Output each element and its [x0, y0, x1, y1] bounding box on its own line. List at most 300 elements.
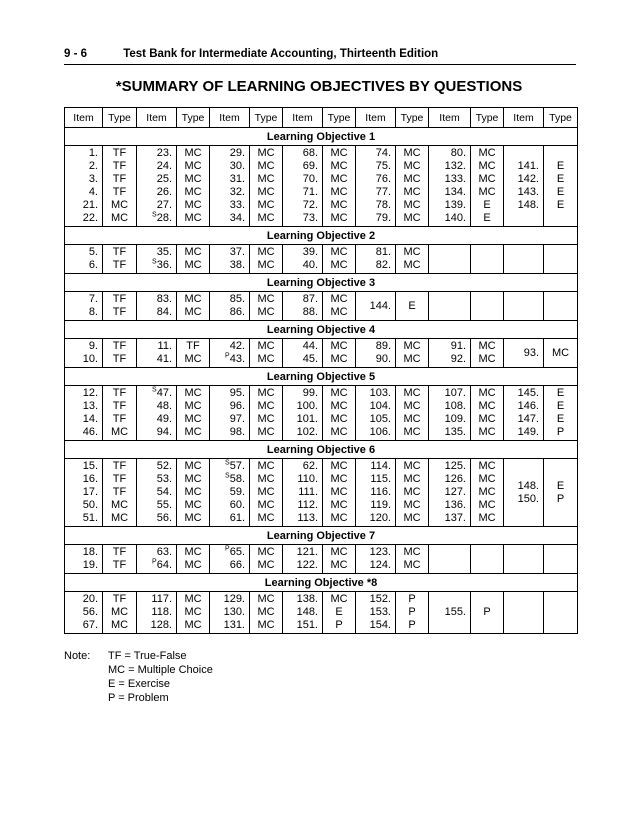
column-header-item: Item	[283, 108, 323, 128]
book-title: Test Bank for Intermediate Accounting, Thirteenth Edition	[123, 48, 439, 60]
question-number: 98.	[229, 426, 245, 438]
question-number: 127.	[444, 486, 466, 498]
question-type: MC	[330, 340, 348, 352]
question-type: MC	[184, 473, 202, 485]
learning-objective-heading: Learning Objective 7	[65, 527, 578, 545]
type-cell	[103, 386, 137, 441]
column-header-item: Item	[210, 108, 250, 128]
type-cell	[396, 245, 429, 274]
section-data-row	[65, 386, 578, 441]
question-type: TF	[112, 559, 127, 571]
item-cell	[356, 545, 396, 574]
type-cell	[177, 245, 210, 274]
question-number: 101.	[296, 413, 318, 425]
question-type: MC	[257, 619, 275, 631]
summary-table	[64, 107, 578, 634]
item-cell	[504, 245, 544, 274]
question-type: MC	[184, 619, 202, 631]
question-number: 12.	[82, 387, 98, 399]
item-cell	[283, 545, 323, 574]
question-number: 78.	[375, 199, 391, 211]
question-type: MC	[330, 199, 348, 211]
question-type: MC	[478, 387, 496, 399]
column-header-type: Type	[103, 108, 137, 128]
item-cell	[504, 339, 544, 368]
type-cell	[396, 339, 429, 368]
question-number: 84.	[156, 306, 172, 318]
question-number: 22.	[82, 212, 98, 224]
type-cell	[250, 592, 283, 634]
note-item: E = Exercise	[108, 678, 171, 690]
question-number: 144.	[369, 299, 391, 312]
item-cell	[356, 146, 396, 227]
question-type: MC	[110, 426, 129, 438]
question-type: MC	[330, 473, 348, 485]
question-type: MC	[478, 499, 496, 511]
question-number: 11.	[157, 340, 172, 352]
learning-objective-heading: Learning Objective 3	[65, 274, 578, 292]
item-cell	[210, 545, 250, 574]
item-cell	[65, 386, 103, 441]
question-type: MC	[403, 460, 421, 472]
item-cell	[210, 292, 250, 321]
type-cell	[544, 459, 578, 527]
question-number: 18.	[82, 546, 98, 558]
question-type: E	[556, 387, 565, 399]
question-number: 90.	[375, 353, 391, 365]
type-cell	[323, 146, 356, 227]
question-number: 143.	[517, 186, 539, 198]
question-number: 60.	[229, 499, 245, 511]
question-type: TF	[112, 340, 127, 352]
question-number: 5.	[88, 246, 98, 258]
question-number: 91.	[450, 340, 466, 352]
item-cell	[283, 592, 323, 634]
type-cell	[471, 592, 504, 634]
question-number: 112.	[297, 499, 318, 511]
question-number: 152.	[369, 593, 391, 605]
type-cell	[323, 459, 356, 527]
question-number: $^S$58.	[225, 472, 245, 485]
item-cell	[504, 592, 544, 634]
item-cell	[429, 592, 471, 634]
item-cell	[504, 459, 544, 527]
question-type: MC	[403, 173, 421, 185]
question-type: MC	[330, 512, 348, 524]
question-type: MC	[403, 426, 421, 438]
question-type: MC	[330, 460, 348, 472]
column-header-item: Item	[65, 108, 103, 128]
column-header-item: Item	[504, 108, 544, 128]
question-type: TF	[112, 353, 127, 365]
question-number: 135.	[444, 426, 466, 438]
section-data-row	[65, 459, 578, 527]
learning-objective-heading: Learning Objective *8	[65, 574, 578, 592]
question-type: MC	[257, 306, 275, 318]
item-cell	[429, 245, 471, 274]
question-type: TF	[112, 387, 127, 399]
question-type: MC	[110, 212, 129, 224]
question-type: MC	[403, 559, 421, 571]
question-number: $^P$65.	[225, 545, 245, 558]
question-type: TF	[112, 486, 127, 498]
question-number: 137.	[444, 512, 466, 524]
question-number: 118.	[151, 606, 172, 618]
question-number: 30.	[229, 160, 245, 172]
item-cell	[210, 245, 250, 274]
type-cell	[103, 245, 137, 274]
item-cell	[137, 592, 177, 634]
question-type: MC	[478, 186, 496, 198]
item-cell	[65, 146, 103, 227]
question-type: MC	[257, 259, 275, 271]
question-number: 6.	[88, 259, 98, 271]
question-number: 4.	[88, 186, 98, 198]
question-type: MC	[403, 340, 421, 352]
section-data-row	[65, 292, 578, 321]
question-type: P	[556, 492, 565, 505]
question-number: 110.	[297, 473, 318, 485]
type-cell	[544, 245, 578, 274]
type-cell	[103, 339, 137, 368]
question-number: 77.	[375, 186, 391, 198]
question-type: TF	[112, 173, 127, 185]
question-number: 25.	[156, 173, 172, 185]
item-cell	[429, 339, 471, 368]
question-type: TF	[112, 160, 127, 172]
type-cell	[471, 245, 504, 274]
question-number: $^S$47.	[152, 386, 172, 399]
type-cell	[177, 459, 210, 527]
question-type: MC	[478, 460, 496, 472]
question-number: 119.	[370, 499, 391, 511]
item-cell	[210, 339, 250, 368]
question-number: 151.	[296, 619, 318, 631]
question-type: TF	[112, 246, 127, 258]
type-cell	[544, 386, 578, 441]
question-number: $^P$43.	[225, 352, 245, 365]
section-heading-row	[65, 574, 578, 592]
type-cell	[323, 245, 356, 274]
question-type: MC	[551, 346, 570, 359]
question-type: MC	[257, 499, 275, 511]
question-number: 10.	[82, 353, 98, 365]
question-number: 31.	[229, 173, 245, 185]
question-type: MC	[257, 212, 275, 224]
question-number: 147.	[517, 413, 539, 425]
question-number: 96.	[229, 400, 245, 412]
note-item: MC = Multiple Choice	[108, 664, 213, 676]
type-cell	[323, 545, 356, 574]
question-number: 121.	[296, 546, 318, 558]
question-number: 148.	[296, 606, 318, 618]
question-type: MC	[330, 306, 348, 318]
learning-objective-heading: Learning Objective 4	[65, 321, 578, 339]
item-cell	[65, 245, 103, 274]
question-type: MC	[478, 512, 496, 524]
type-cell	[544, 592, 578, 634]
item-cell	[356, 245, 396, 274]
question-type: MC	[184, 246, 202, 258]
type-cell	[103, 459, 137, 527]
question-type: MC	[330, 546, 348, 558]
item-cell	[356, 459, 396, 527]
question-number: 49.	[156, 413, 172, 425]
question-number: 108.	[444, 400, 466, 412]
question-type: MC	[330, 147, 348, 159]
question-type: MC	[184, 173, 202, 185]
question-type: MC	[330, 212, 348, 224]
question-number: 103.	[369, 387, 391, 399]
question-type: MC	[403, 186, 421, 198]
question-type: MC	[403, 413, 421, 425]
question-type: MC	[257, 293, 275, 305]
question-number: 37.	[229, 246, 245, 258]
question-number: 117.	[151, 593, 172, 605]
question-number: 44.	[302, 340, 318, 352]
item-cell	[137, 459, 177, 527]
column-header-item: Item	[429, 108, 471, 128]
question-number: $^S$57.	[225, 459, 245, 472]
question-number: 86.	[229, 306, 245, 318]
question-number: 48.	[156, 400, 172, 412]
learning-objective-heading: Learning Objective 2	[65, 227, 578, 245]
question-type: E	[556, 199, 565, 211]
type-cell	[250, 146, 283, 227]
question-number: 80.	[450, 147, 466, 159]
question-type: MC	[184, 426, 202, 438]
question-number: 131.	[223, 619, 245, 631]
item-cell	[504, 545, 544, 574]
question-number: 133.	[444, 173, 466, 185]
question-number: 93.	[523, 346, 539, 359]
type-cell	[177, 146, 210, 227]
question-number: 69.	[302, 160, 318, 172]
question-type: MC	[403, 353, 421, 365]
question-type: MC	[184, 593, 202, 605]
note-label: Note:	[64, 650, 91, 662]
item-cell	[429, 386, 471, 441]
item-cell	[137, 386, 177, 441]
type-cell	[471, 459, 504, 527]
question-number: 40.	[302, 259, 318, 271]
question-type: MC	[403, 546, 421, 558]
page-title: *SUMMARY OF LEARNING OBJECTIVES BY QUESTIONS	[115, 78, 523, 95]
question-type: MC	[184, 160, 202, 172]
question-type: MC	[478, 353, 496, 365]
question-number: 15.	[82, 460, 98, 472]
question-type: MC	[403, 246, 421, 258]
question-number: 113.	[297, 512, 318, 524]
question-number: 95.	[229, 387, 245, 399]
type-cell	[544, 146, 578, 227]
table-header-row	[65, 108, 578, 128]
section-heading-row	[65, 441, 578, 459]
question-number: 145.	[517, 387, 539, 399]
question-number: 46.	[82, 426, 98, 438]
question-type: TF	[112, 259, 127, 271]
question-type: MC	[184, 199, 202, 211]
question-number: 105.	[369, 413, 391, 425]
type-cell	[323, 386, 356, 441]
item-cell	[137, 245, 177, 274]
question-number: 23.	[156, 147, 172, 159]
question-number: 148.	[517, 199, 539, 211]
question-type: MC	[110, 606, 129, 618]
question-type: MC	[257, 486, 275, 498]
question-type: MC	[478, 340, 496, 352]
question-type: MC	[184, 546, 202, 558]
question-number: 79.	[375, 212, 391, 224]
question-type: MC	[110, 619, 129, 631]
question-type: MC	[257, 473, 275, 485]
question-type: MC	[478, 486, 496, 498]
item-cell	[283, 459, 323, 527]
question-number: 109.	[444, 413, 466, 425]
question-number: 73.	[302, 212, 318, 224]
type-cell	[396, 459, 429, 527]
question-type: E	[556, 479, 565, 492]
type-cell	[103, 592, 137, 634]
question-number: 122.	[296, 559, 318, 571]
question-type: MC	[257, 400, 275, 412]
section-heading-row	[65, 274, 578, 292]
question-type: MC	[478, 426, 496, 438]
column-header-type: Type	[323, 108, 356, 128]
question-type: MC	[403, 259, 421, 271]
question-number: 62.	[302, 460, 318, 472]
question-number: 7.	[88, 293, 98, 305]
question-number: 148.	[517, 479, 539, 492]
question-type: MC	[403, 387, 421, 399]
type-cell	[250, 245, 283, 274]
type-cell	[396, 292, 429, 321]
type-cell	[471, 146, 504, 227]
column-header-type: Type	[471, 108, 504, 128]
question-number: 141.	[517, 160, 539, 172]
question-number: 81.	[375, 246, 391, 258]
column-header-type: Type	[177, 108, 210, 128]
question-number: 128.	[150, 619, 172, 631]
question-type: MC	[184, 387, 202, 399]
item-cell	[356, 292, 396, 321]
type-cell	[323, 339, 356, 368]
question-number: 125.	[444, 460, 466, 472]
question-number: 99.	[302, 387, 318, 399]
question-type: TF	[112, 460, 127, 472]
question-type: MC	[257, 546, 275, 558]
item-cell	[65, 339, 103, 368]
question-type: MC	[184, 559, 202, 571]
item-cell	[210, 592, 250, 634]
question-number: 19.	[82, 559, 98, 571]
type-cell	[250, 386, 283, 441]
question-number: 35.	[156, 246, 172, 258]
item-cell	[210, 386, 250, 441]
question-number: 123.	[369, 546, 391, 558]
item-cell	[210, 146, 250, 227]
note-item: TF = True-False	[108, 650, 187, 662]
question-type: P	[556, 426, 565, 438]
question-number: 89.	[375, 340, 391, 352]
question-type: MC	[257, 593, 275, 605]
question-type: MC	[403, 212, 421, 224]
question-number: 50.	[82, 499, 98, 511]
type-cell	[103, 292, 137, 321]
page-header	[64, 48, 576, 65]
question-type: MC	[403, 147, 421, 159]
item-cell	[137, 146, 177, 227]
question-type: MC	[330, 499, 348, 511]
item-cell	[283, 146, 323, 227]
type-cell	[396, 592, 429, 634]
question-number: 9.	[88, 340, 98, 352]
item-cell	[429, 545, 471, 574]
type-cell	[103, 545, 137, 574]
question-type: MC	[184, 306, 202, 318]
question-number: 3.	[88, 173, 98, 185]
question-number: 83.	[156, 293, 172, 305]
question-number: 115.	[370, 473, 391, 485]
question-type: MC	[403, 486, 421, 498]
question-type: MC	[403, 512, 421, 524]
learning-objective-heading: Learning Objective 5	[65, 368, 578, 386]
question-number: 150.	[517, 492, 539, 505]
question-type: MC	[184, 147, 202, 159]
type-cell	[544, 545, 578, 574]
question-number: 41.	[156, 353, 172, 365]
question-number: 138.	[296, 593, 318, 605]
item-cell	[283, 339, 323, 368]
item-cell	[356, 339, 396, 368]
type-cell	[250, 339, 283, 368]
question-number: 97.	[229, 413, 245, 425]
question-number: 29.	[229, 147, 245, 159]
item-cell	[429, 146, 471, 227]
item-cell	[65, 459, 103, 527]
question-number: 26.	[156, 186, 172, 198]
question-number: 114.	[370, 460, 391, 472]
question-number: 149.	[517, 426, 539, 438]
question-type: TF	[186, 340, 200, 352]
question-number: 24.	[156, 160, 172, 172]
question-number: 116.	[370, 486, 391, 498]
item-cell	[504, 386, 544, 441]
section-data-row	[65, 592, 578, 634]
question-type: MC	[184, 400, 202, 412]
question-type: MC	[110, 499, 129, 511]
question-type: MC	[257, 199, 275, 211]
question-number: 21.	[82, 199, 98, 211]
question-number: 120.	[369, 512, 391, 524]
item-cell	[429, 459, 471, 527]
question-number: 13.	[82, 400, 98, 412]
question-type: MC	[257, 460, 275, 472]
item-cell	[65, 592, 103, 634]
question-type: MC	[330, 246, 348, 258]
question-type: MC	[184, 512, 202, 524]
question-type: MC	[110, 512, 129, 524]
column-header-type: Type	[250, 108, 283, 128]
question-number: 56.	[82, 606, 98, 618]
question-type: MC	[478, 400, 496, 412]
question-number: 142.	[517, 173, 539, 185]
question-type: MC	[403, 473, 421, 485]
question-type: MC	[257, 147, 275, 159]
question-number: 153.	[369, 606, 391, 618]
item-cell	[283, 386, 323, 441]
question-number: 45.	[302, 353, 318, 365]
